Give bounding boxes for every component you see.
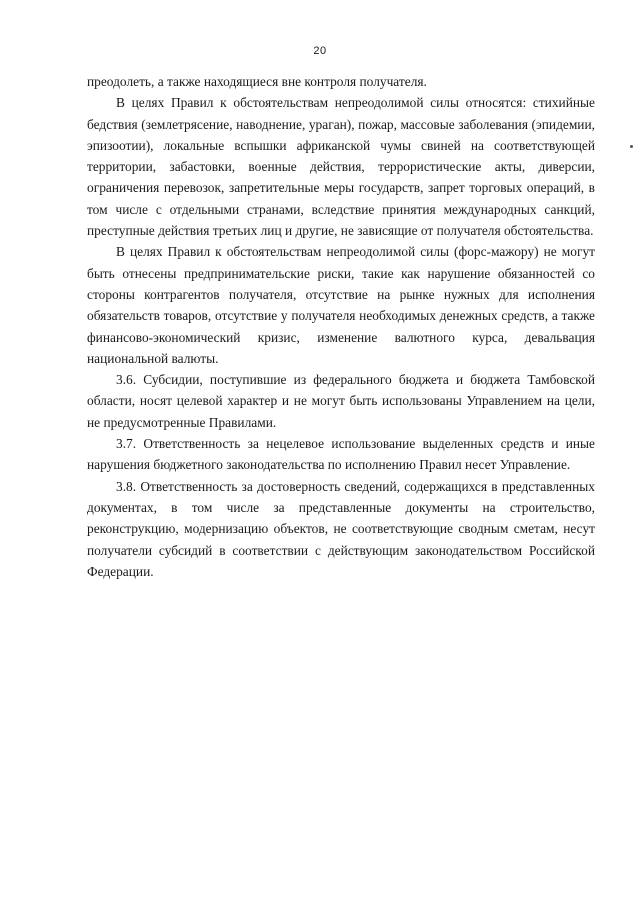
paragraph-continuation: преодолеть, а также находящиеся вне контроля получателя. xyxy=(87,74,427,89)
paragraph-force-majeure-exclusions: В целях Правил к обстоятельствам непреодолимой силы (форс-мажору) не могут быть отнесены предпринимательские риски, такие как нарушение обязанностей со стороны контрагентов получателя, отсутствие на рынке нужных для исполнения обязательств товаров, отсутствие у получателя необходимых денежных средств, а также финансово-экономический кризис, изменение валютного курса, девальвация национальной валюты. xyxy=(87,244,595,366)
paragraph-force-majeure-definition: В целях Правил к обстоятельствам непреодолимой силы относятся: стихийные бедствия (землетрясение, наводнение, ураган), пожар, массовые заболевания (эпидемии, эпизоотии), локальные вспышки африканской чумы свиней на соответствующей территории, забастовки, военные действия, террористические акты, диверсии, ограничения перевозок, запретительные меры государств, запрет торговых операций, в том числе с отдельными странами, вследствие принятия международных санкций, преступные действия третьих лиц и другие, не зависящие от получателя обстоятельства. xyxy=(87,95,595,239)
document-body xyxy=(87,71,595,582)
page-number: 20 xyxy=(313,45,327,57)
scan-margin-mark xyxy=(630,145,633,148)
paragraph-section-3-7: 3.7. Ответственность за нецелевое использование выделенных средств и иные нарушения бюджетного законодательства по исполнению Правил несет Управление. xyxy=(87,436,595,473)
paragraph-section-3-6: 3.6. Субсидии, поступившие из федерального бюджета и бюджета Тамбовской области, носят целевой характер и не могут быть использованы Управлением на цели, не предусмотренные Правилами. xyxy=(87,372,595,430)
paragraph-section-3-8: 3.8. Ответственность за достоверность сведений, содержащихся в представленных документах, в том числе за представленные документы на строительство, реконструкцию, модернизацию объектов, не соответствующие сводным сметам, несут получатели субсидий в соответствии с действующим законодательством Российской Федерации. xyxy=(87,478,595,579)
